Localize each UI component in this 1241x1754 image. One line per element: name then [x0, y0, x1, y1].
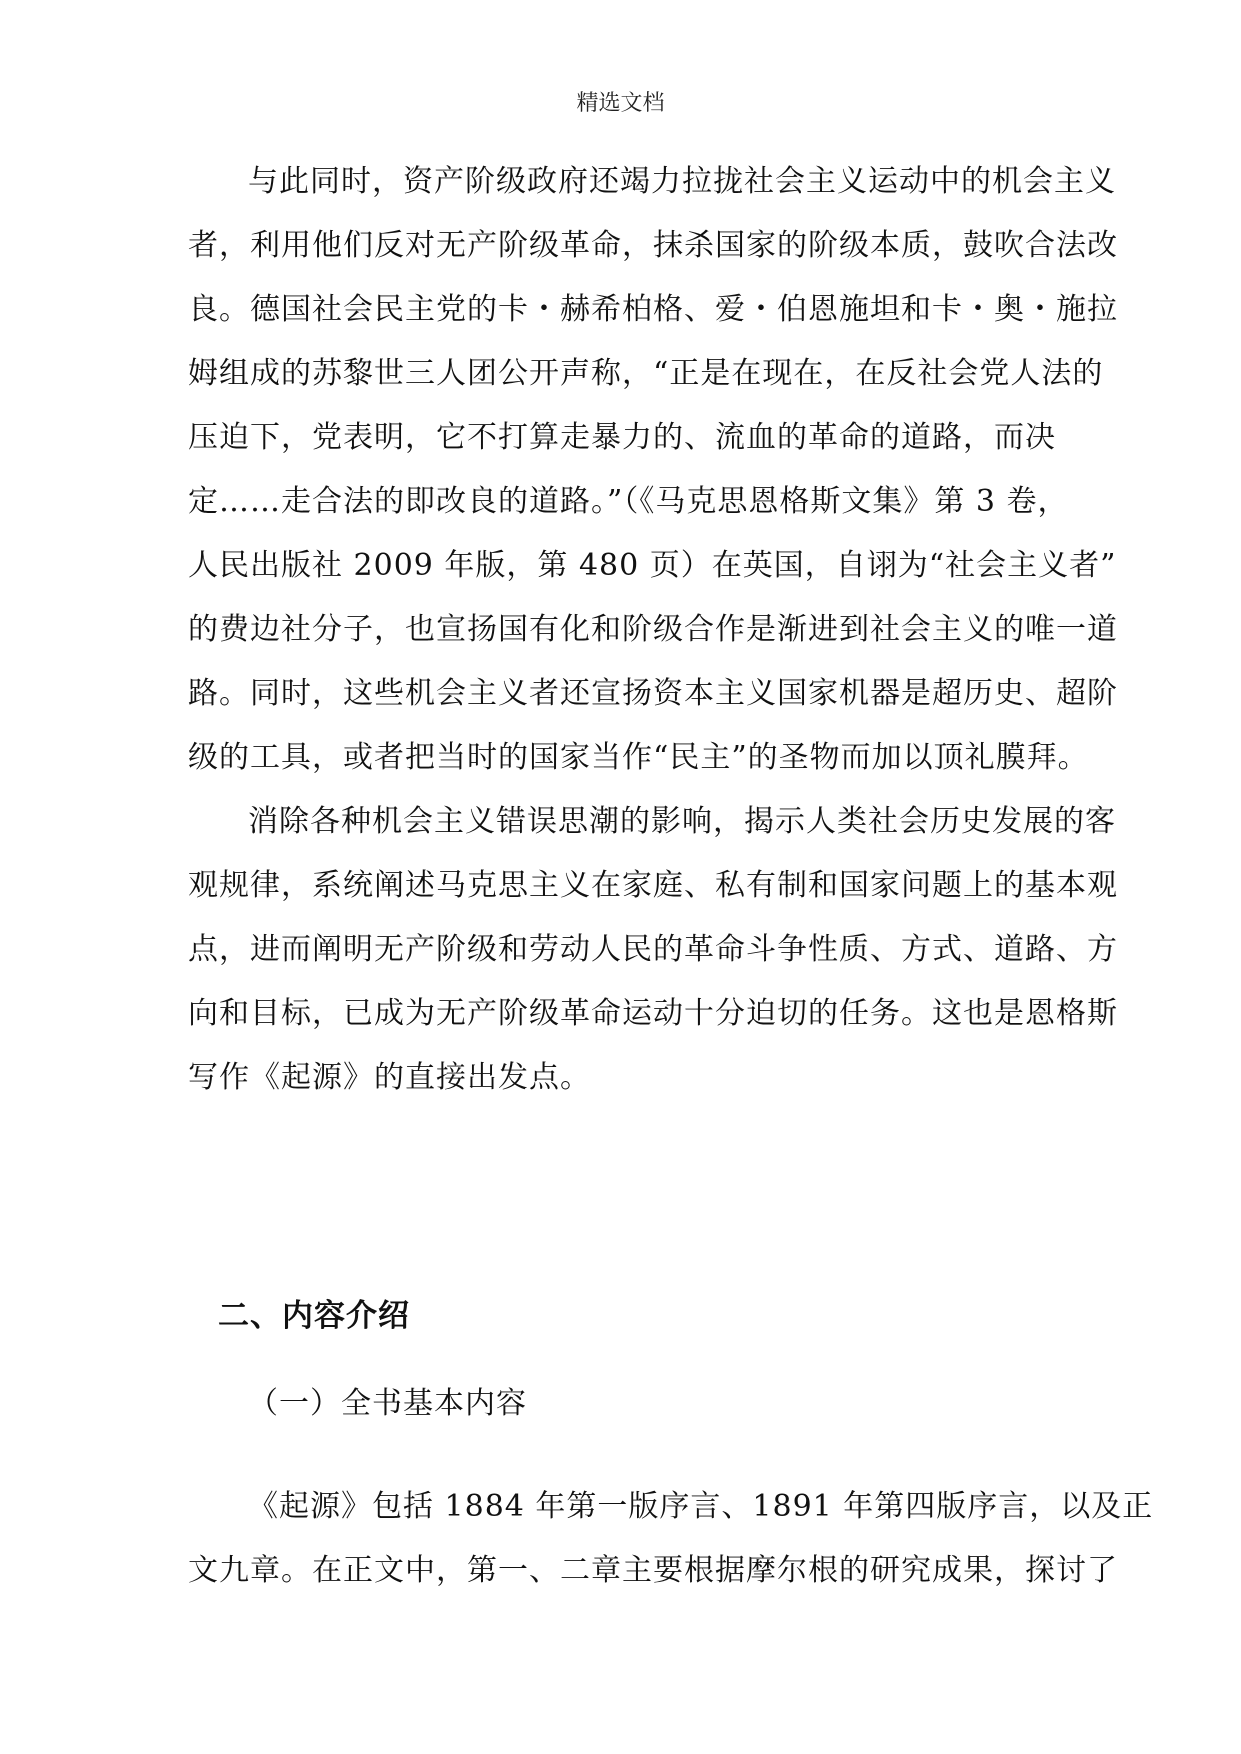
text-line: 的费边社分子，也宣扬国有化和阶级合作是渐进到社会主义的唯一道: [188, 612, 1118, 647]
text-line: 路。同时，这些机会主义者还宣扬资本主义国家机器是超历史、超阶: [188, 676, 1118, 711]
text-line: 压迫下，党表明，它不打算走暴力的、流血的革命的道路，而决: [188, 420, 1056, 455]
text-line: 者，利用他们反对无产阶级革命，抹杀国家的阶级本质，鼓吹合法改: [188, 228, 1118, 263]
text-line: 消除各种机会主义错误思潮的影响，揭示人类社会历史发展的客: [248, 804, 1116, 839]
text-line: 观规律，系统阐述马克思主义在家庭、私有制和国家问题上的基本观: [188, 868, 1118, 903]
paragraph-opportunism: [188, 150, 1118, 790]
text-line: 与此同时，资产阶级政府还竭力拉拢社会主义运动中的机会主义: [248, 164, 1116, 199]
text-line: 向和目标，已成为无产阶级革命运动十分迫切的任务。这也是恩格斯: [188, 996, 1118, 1031]
text-line: 姆组成的苏黎世三人团公开声称，“正是在现在，在反社会党人法的: [188, 356, 1104, 391]
paragraph-book-content: [188, 1475, 1154, 1603]
paragraph-starting-point: [188, 790, 1118, 1110]
text-line: 点，进而阐明无产阶级和劳动人民的革命斗争性质、方式、道路、方: [188, 932, 1118, 967]
section-heading: 二、内容介绍: [218, 1298, 410, 1334]
page-header: 精选文档: [576, 91, 665, 116]
text-line: 《起源》包括 1884 年第一版序言、1891 年第四版序言，以及正: [248, 1489, 1154, 1524]
text-line: 级的工具，或者把当时的国家当作“民主”的圣物而加以顶礼膜拜。: [188, 740, 1089, 775]
text-line: 文九章。在正文中，第一、二章主要根据摩尔根的研究成果，探讨了: [188, 1553, 1118, 1588]
text-line: 写作《起源》的直接出发点。: [188, 1060, 591, 1095]
text-line: 人民出版社 2009 年版，第 480 页）在英国，自诩为“社会主义者”: [188, 548, 1117, 583]
text-line: 定……走合法的即改良的道路。”（《马克思恩格斯文集》第 3 卷，: [188, 484, 1069, 519]
text-line: 良。德国社会民主党的卡・赫希柏格、爱・伯恩施坦和卡・奥・施拉: [188, 292, 1118, 327]
section-subheading: （一）全书基本内容: [248, 1386, 527, 1421]
